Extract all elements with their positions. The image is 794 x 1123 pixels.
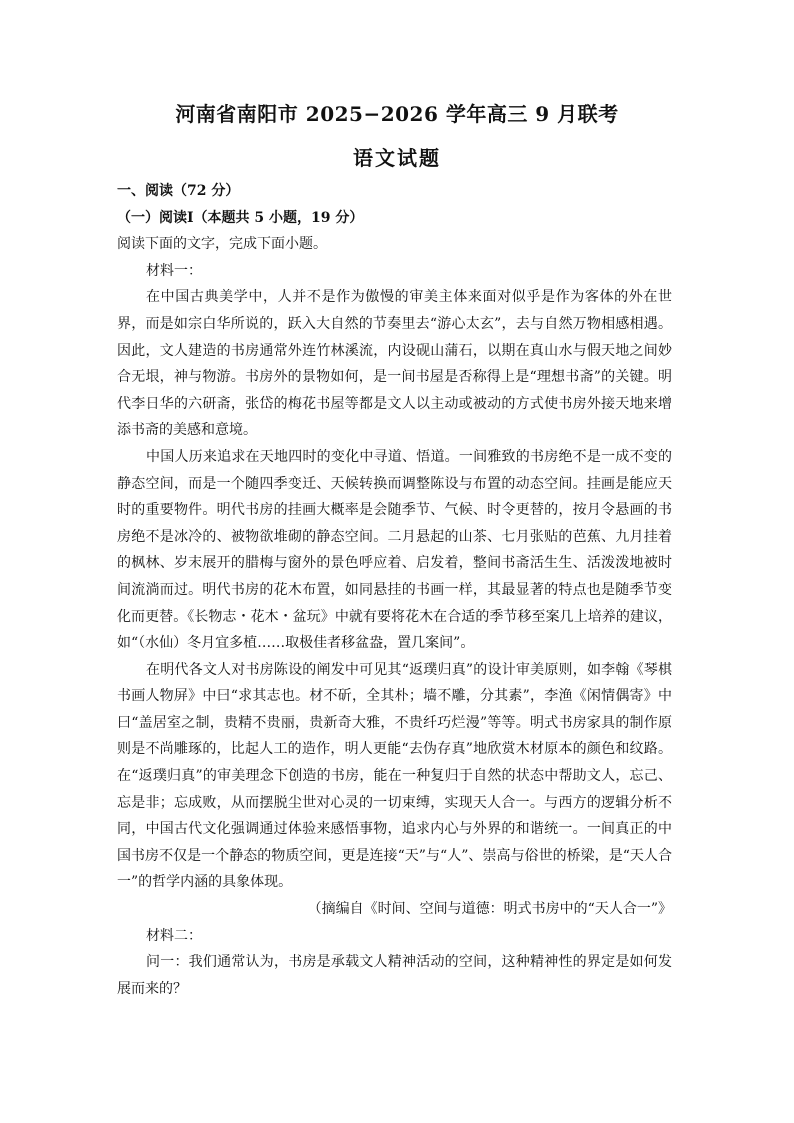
material1-label: 材料一： xyxy=(146,262,202,279)
material1-paragraph-1: 在中国古典美学中，人并不是作为傲慢的审美主体来面对似乎是作为客体的外在世界，而是如宗白华所说的，跃入大自然的节奏里去“游心太玄”，去与自然万物相感相遇。因此，文人建造的书房通常外连竹林溪流，内设砚山蒲石，以期在真山水与假天地之间妙合无垠，神与物游。书房外的景物如何，是一间书屋是否称得上是“理想书斋”的关键。明代李日华的六研斋，张岱的梅花书屋等都是文人以主动或被动的方式使书房外接天地来增添书斋的美感和意境。 xyxy=(117,289,672,439)
material1-paragraph-2: 中国人历来追求在天地四时的变化中寻道、悟道。一间雅致的书房绝不是一成不变的静态空间，而是一个随四季变迁、天候转换而调整陈设与布置的动态空间。挂画是能应天时的重要物件。明代书房的挂画大概率是会随季节、气候、时令更替的，按月令悬画的书房绝不是冰冷的、被物欲堆砌的静态空间。二月悬起的山茶、七月张贴的芭蕉、九月挂着的枫林、岁末展开的腊梅与窗外的景色呼应着、启发着，整间书斋活生生、活泼泼地被时间流淌而过。明代书房的花木布置，如同悬挂的书画一样，其最显著的特点也是随季节变化而更替。《长物志・花木・盆玩》中就有要将花木在合适的季节移至案几上培养的建议，如“（水仙）冬月宜多植……取极佳者移盆盎，置几案间”。 xyxy=(117,448,672,652)
section-subheading: （一）阅读Ⅰ（本题共 5 小题，19 分） xyxy=(117,209,364,226)
section-heading: 一、阅读（72 分） xyxy=(117,183,240,199)
exam-subject: 语文试题 xyxy=(353,146,441,170)
exam-title: 河南省南阳市 2025−2026 学年高三 9 月联考 xyxy=(175,102,619,126)
material2-label: 材料二： xyxy=(146,927,202,944)
material1-paragraph-3: 在明代各文人对书房陈设的阐发中可见其“返璞归真”的设计审美原则，如李翰《琴棋书画人物屏》中曰“求其志也。材不斫，全其朴；墙不雕，分其素”，李渔《闲情偶寄》中曰“盖居室之制，贵精不贵丽，贵新奇大雅，不贵纤巧烂漫”等等。明式书房家具的制作原则是不尚雕琢的，比起人工的造作，明人更能“去伪存真”地欣赏木材原本的颜色和纹路。在“返璞归真”的审美理念下创造的书房，能在一种复归于自然的状态中帮助文人，忘己、忘是非；忘成败，从而摆脱尘世对心灵的一切束缚，实现天人合一。与西方的逻辑分析不同，中国古代文化强调通过体验来感悟事物，追求内心与外界的和谐统一。一间真正的中国书房不仅是一个静态的物质空间，更是连接“天”与“人”、崇高与俗世的桥梁，是“天人合一”的哲学内涵的具象体现。 xyxy=(117,661,672,891)
instruction-text: 阅读下面的文字，完成下面小题。 xyxy=(117,236,327,253)
material2-paragraph-1: 问一：我们通常认为，书房是承载文人精神活动的空间，这种精神性的界定是如何发展而来的？ xyxy=(117,954,672,997)
material1-source: （摘编自《时间、空间与道德：明式书房中的“天人合一”》 xyxy=(307,901,672,918)
document-body xyxy=(117,178,672,1002)
